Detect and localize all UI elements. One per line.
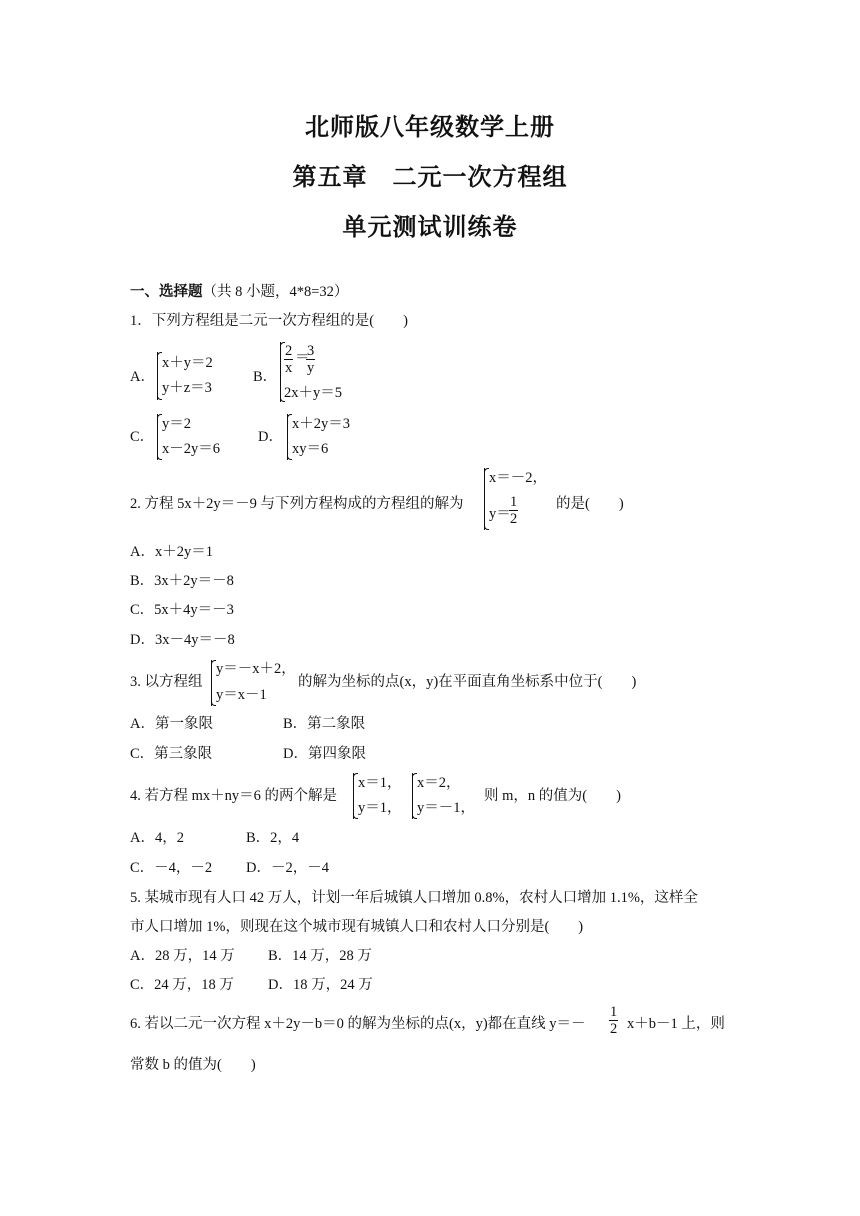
q3-sys-eq2: y＝x－1 xyxy=(216,687,267,703)
q1-b-frac1-num: 2 xyxy=(285,343,293,359)
q3-option-b: B．第二象限 xyxy=(283,716,366,732)
q5-stem-line2: 市人口增加 1%，则现在这个城市现有城镇人口和农村人口分别是( ) xyxy=(130,919,584,935)
document-title: 北师版八年级数学上册 xyxy=(305,113,555,141)
q1-b-fraction-1 xyxy=(284,343,293,376)
q2-sys-eq2-pre: y＝ xyxy=(489,506,511,522)
q2-option-c: C．5x＋4y＝－3 xyxy=(130,602,234,618)
q6-frac-den: 2 xyxy=(610,1021,618,1037)
q1-option-a-label: A． xyxy=(130,369,155,385)
q1-stem: 1．下列方程组是二元一次方程组的是( ) xyxy=(130,313,408,329)
chapter-title: 第五章 二元一次方程组 xyxy=(292,163,568,191)
q2-frac-den: 2 xyxy=(510,511,518,527)
q4-option-a: A．4，2 xyxy=(130,830,184,846)
q1-a-eq1: x＋y＝2 xyxy=(162,355,213,371)
test-title: 单元测试训练卷 xyxy=(342,213,518,241)
section-heading-label: 一、选择题 xyxy=(130,284,203,300)
q5-option-b: B．14 万，28 万 xyxy=(268,948,372,964)
q6-stem-line1-post: x＋b－1 上，则 xyxy=(627,1016,725,1032)
q1-b-frac2-num: 3 xyxy=(307,343,315,359)
q3-option-d: D．第四象限 xyxy=(283,746,366,762)
q4-stem-post: 则 m，n 的值为( ) xyxy=(484,788,621,804)
q1-option-d-label: D． xyxy=(258,429,283,445)
q3-option-a: A．第一象限 xyxy=(130,716,213,732)
q4-sys2-eq1: x＝2， xyxy=(417,775,461,791)
q2-option-d: D．3x－4y＝－8 xyxy=(130,632,235,648)
section-heading xyxy=(130,283,348,301)
q3-option-c: C．第三象限 xyxy=(130,746,213,762)
q1-c-eq2: x－2y＝6 xyxy=(162,441,220,457)
q4-option-b: B．2，4 xyxy=(246,830,300,846)
q1-b-frac1-den: x xyxy=(285,360,293,376)
q1-d-eq2: xy＝6 xyxy=(292,441,329,457)
q4-option-c: C．－4，－2 xyxy=(130,860,213,876)
q4-option-d: D．－2，－4 xyxy=(246,860,329,876)
q1-b-equals: ＝ xyxy=(295,350,310,366)
q4-sys1-eq2: y＝1， xyxy=(358,800,402,816)
q5-stem-line1: 5. 某城市现有人口 42 万人，计划一年后城镇人口增加 0.8%，农村人口增加 1.1%，这样全 xyxy=(130,890,698,906)
q1-b-frac2-den: y xyxy=(307,360,315,376)
section-heading-note: （共 8 小题，4*8=32） xyxy=(202,284,349,300)
q2-stem-pre: 2. 方程 5x＋2y＝－9 与下列方程构成的方程组的解为 xyxy=(130,496,464,512)
q1-option-c-label: C． xyxy=(130,429,155,445)
q2-sys-fraction xyxy=(509,494,518,527)
q2-stem-post: 的是( ) xyxy=(556,496,624,512)
q5-option-a: A．28 万，14 万 xyxy=(130,948,235,964)
q1-b-fraction-2 xyxy=(306,343,315,376)
q2-option-b: B．3x＋2y＝－8 xyxy=(130,573,234,589)
q4-stem-pre: 4. 若方程 mx＋ny＝6 的两个解是 xyxy=(130,788,338,804)
q3-stem-pre: 3. 以方程组 xyxy=(130,674,203,690)
q6-fraction xyxy=(609,1004,618,1037)
q1-a-eq2: y＋z＝3 xyxy=(162,380,212,396)
q6-stem-line2: 常数 b 的值为( ) xyxy=(130,1057,256,1073)
q1-c-eq1: y＝2 xyxy=(162,416,191,432)
q4-sys2-eq2: y＝－1， xyxy=(417,800,475,816)
q5-option-d: D．18 万，24 万 xyxy=(268,977,373,993)
q1-option-b-label: B． xyxy=(253,369,278,385)
q4-sys1-eq1: x＝1， xyxy=(358,775,402,791)
q6-stem-line1-pre: 6. 若以二元一次方程 x＋2y－b＝0 的解为坐标的点(x，y)都在直线 y＝－ xyxy=(130,1016,586,1032)
q6-frac-num: 1 xyxy=(610,1004,618,1020)
q1-b-eq2: 2x＋y＝5 xyxy=(284,385,342,401)
q3-sys-eq1: y＝－x＋2， xyxy=(216,661,296,677)
q1-d-eq1: x＋2y＝3 xyxy=(292,416,350,432)
q2-option-a: A．x＋2y＝1 xyxy=(130,544,213,560)
q3-stem-post: 的解为坐标的点(x，y)在平面直角坐标系中位于( ) xyxy=(298,674,637,690)
q2-sys-eq1: x＝－2， xyxy=(489,470,547,486)
q2-frac-num: 1 xyxy=(510,494,518,510)
q5-option-c: C．24 万，18 万 xyxy=(130,977,234,993)
